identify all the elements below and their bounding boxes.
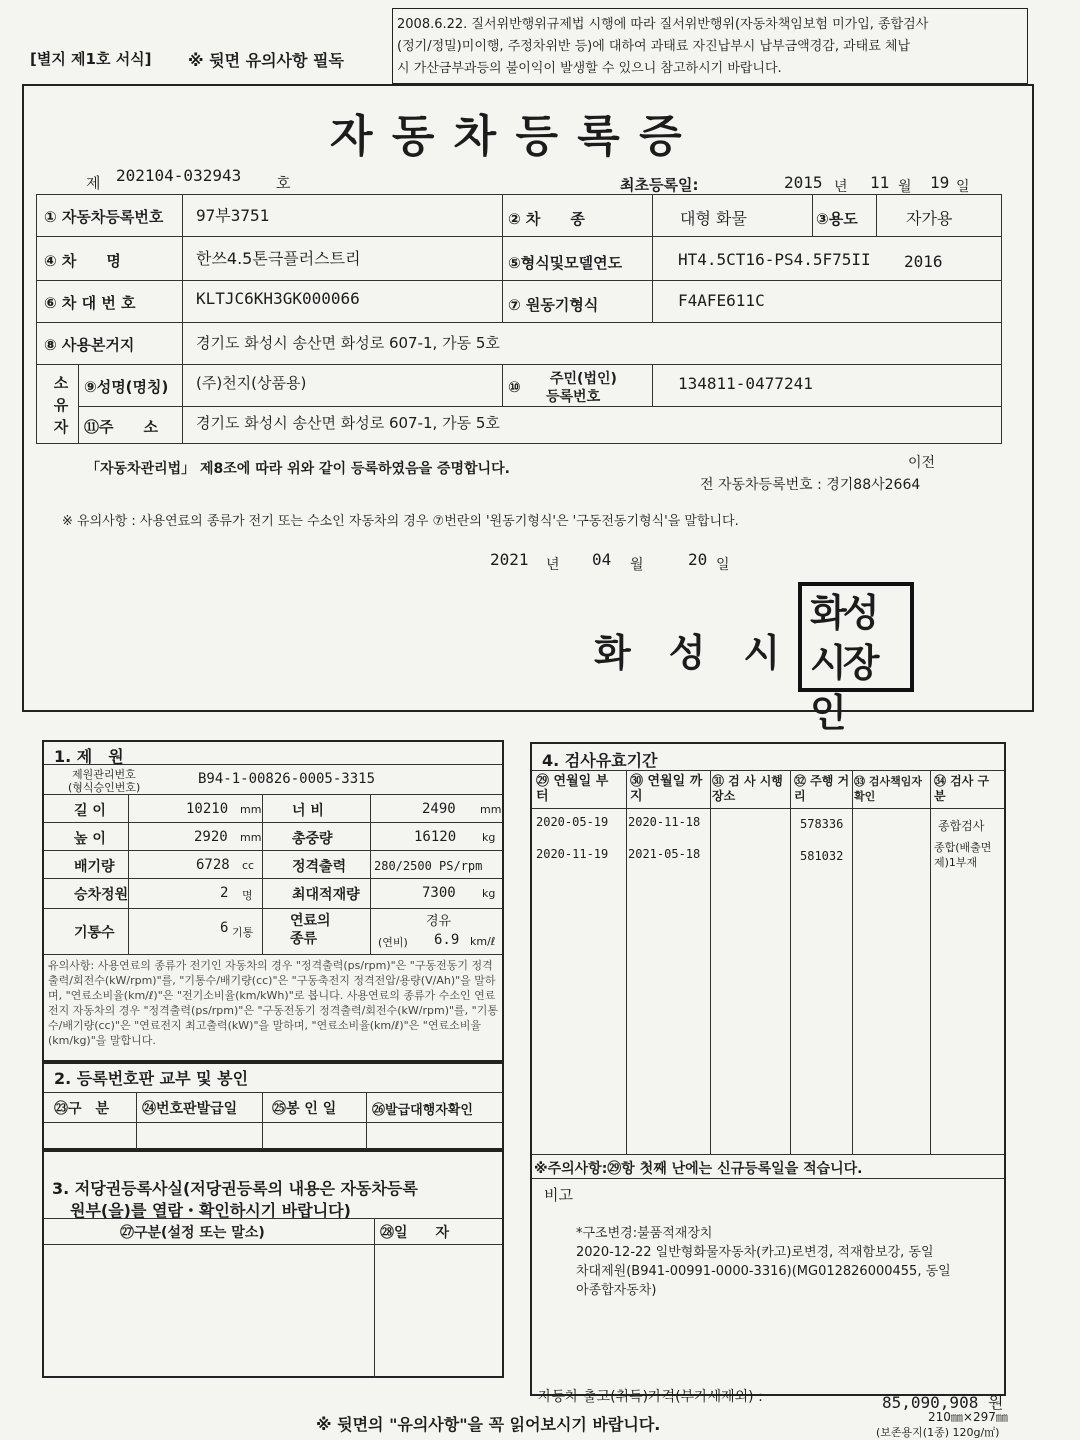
specs-note: 유의사항: 사용연료의 종류가 전기인 자동차의 경우 "정격출력(ps/rpm)"은 "구동전동기 정격 출력/회전수(kW/rpm)"를, "기통수/배기량(cc)"은 "구동축전지 정격전압/용량(V/Ah)"을 말하며, "연료소비율(km/ℓ)"은 "전기소비율(km/kWh)"로 봅니다. 사용연료의 종류가 수소인 연료전지 자동차의 경우 "정격출력(ps/rpm)"은 "구동전동기 정격출력/회전수(kW/rpm)"를, "기통수/배기량(cc)"은 "연료전지 최고출력(kW)"을 말하며, "연료소비율(km/ℓ)"은 "연료소비율(km/kg)"을 말합니다. <box>48 959 498 1047</box>
remarks-label: 비고 <box>544 1186 573 1204</box>
owner-side-label: 소유자 <box>53 374 69 436</box>
issuer-name: 화 성 시 <box>594 630 781 675</box>
plates-title: 2. 등록번호판 교부 및 봉인 <box>54 1069 249 1088</box>
form-note: ※ 뒷면 유의사항 필독 <box>188 51 344 70</box>
length-value: 10210 <box>186 801 229 817</box>
owner-addr-label: ⑪주 소 <box>84 418 158 436</box>
model-label: ⑤형식및모델연도 <box>508 254 623 272</box>
inspection-caution: ※주의사항:㉙항 첫째 난에는 신규등록일을 적습니다. <box>534 1161 863 1177</box>
length-label: 길 이 <box>74 803 106 819</box>
lien-col-date: ㉘일 자 <box>380 1225 450 1241</box>
max-load-label: 최대적재량 <box>292 887 360 903</box>
first-reg-month: 11 <box>870 173 890 192</box>
first-reg-year: 2015 <box>784 173 823 192</box>
gross-weight-unit: kg <box>482 831 496 844</box>
lien-title-1: 3. 저당권등록사실(저당권등록의 내용은 자동차등록 <box>52 1179 418 1198</box>
max-load-value: 7300 <box>422 885 456 901</box>
specs-title: 1. 제 원 <box>54 747 124 766</box>
engine-label: ⑦ 원동기형식 <box>508 296 599 314</box>
lien-title-2: 원부(을)를 열람・확인하시기 바랍니다) <box>70 1201 351 1220</box>
insp-header-place: ㉛ 검 사 시행장소 <box>712 774 783 803</box>
use-label: ③용도 <box>816 210 858 228</box>
owner-addr-value: 경기도 화성시 송산면 화성로 607-1, 가동 5호 <box>196 414 500 432</box>
cert-caution: ※ 유의사항 : 사용연료의 종류가 전기 또는 수소인 자동차의 경우 ⑦번란의 '원동기형식'은 '구동전동기형식'을 말합니다. <box>62 514 739 529</box>
model-value: HT4.5CT16-PS4.5F75II <box>678 250 871 269</box>
displacement-label: 배기량 <box>74 859 115 875</box>
mgmt-label-1: 제원관리번호 <box>72 768 136 781</box>
fuel-type-label: 연료의 종류 <box>290 913 331 947</box>
first-reg-day-unit: 일 <box>956 179 970 195</box>
remark-line: 차대제원(B941-00991-0000-3316)(MG012826000455, 동일 <box>576 1264 951 1279</box>
issue-day-unit: 일 <box>716 557 730 573</box>
issue-day: 20 <box>688 550 708 569</box>
form-label: [별지 제1호 서식] <box>30 50 152 68</box>
owner-name-value: (주)천지(상품용) <box>196 374 307 392</box>
size-note: 210㎜×297㎜ <box>928 1410 1008 1424</box>
notice-line: (정기/정밀)미이행, 주정차위반 등)에 대하여 과태료 자진납부시 납부금액경감, 과태료 체납 <box>397 39 911 54</box>
insp-row-to: 2021-05-18 <box>628 847 701 861</box>
power-value: 280/2500 PS/rpm <box>374 859 483 873</box>
notice-box <box>392 8 1028 84</box>
first-reg-label: 최초등록일: <box>620 176 699 194</box>
issue-year-unit: 년 <box>546 557 560 573</box>
cert-no-suffix: 호 <box>276 174 291 192</box>
owner-name-label: ⑨성명(명칭) <box>84 378 169 396</box>
insp-row-from: 2020-05-19 <box>536 815 609 829</box>
paper-note: (보존용지(1종) 120g/㎡) <box>876 1426 1000 1439</box>
transfer-label: 이전 <box>908 455 936 471</box>
fuel-type-value: 경유 <box>426 914 452 929</box>
width-value: 2490 <box>422 801 456 817</box>
insp-row-from: 2020-11-19 <box>536 847 609 861</box>
vin-value: KLTJC6KH3GK000066 <box>196 289 360 308</box>
official-seal <box>798 582 914 735</box>
notice-line: 2008.6.22. 질서위반행위규제법 시행에 따라 질서위반행위(자동차책임보험 미가입, 종합검사 <box>397 17 929 32</box>
height-value: 2920 <box>194 829 228 845</box>
insp-row-mileage: 581032 <box>800 849 844 863</box>
seats-unit: 명 <box>242 889 253 902</box>
inspection-title: 4. 검사유효기간 <box>542 751 658 770</box>
owner-id-label-1: 주민(법인) <box>550 371 617 387</box>
owner-id-label-2: 등록번호 <box>546 389 601 405</box>
type-value: 대형 화물 <box>680 209 747 228</box>
plates-col-issue-date: ㉔번호판발급일 <box>142 1101 238 1117</box>
max-load-unit: kg <box>482 887 496 900</box>
name-value: 한쓰4.5톤극플러스트리 <box>196 249 361 268</box>
certification-statement: 「자동차관리법」 제8조에 따라 위와 같이 등록하였음을 증명합니다. <box>86 461 510 477</box>
cert-no-value: 202104-032943 <box>116 166 242 185</box>
mgmt-label-2: (형식승인번호) <box>68 781 141 794</box>
price-value: 85,090,908 원 <box>882 1393 1004 1412</box>
insp-row-to: 2020-11-18 <box>628 815 701 829</box>
plates-col-kind: ㉓구 분 <box>54 1101 110 1117</box>
base-label: ⑧ 사용본거지 <box>44 336 135 354</box>
height-unit: mm <box>240 831 262 844</box>
efficiency-value: 6.9 <box>434 932 460 948</box>
cylinders-unit: 기통 <box>232 926 254 939</box>
plates-col-agent: ㉖발급대행자확인 <box>372 1103 473 1118</box>
base-value: 경기도 화성시 송산면 화성로 607-1, 가동 5호 <box>196 334 500 352</box>
bottom-note: ※ 뒷면의 "유의사항"을 꼭 읽어보시기 바랍니다. <box>316 1415 661 1434</box>
seal-text: 화성시장인 <box>810 590 876 735</box>
insp-header-to: ㉚ 연월일 까 지 <box>630 774 703 804</box>
price-label: 자동차 출고(취득)가격(부가세제외) : <box>538 1389 763 1405</box>
insp-row-mileage: 578336 <box>800 817 844 831</box>
remark-line: 아종합자동차) <box>576 1283 657 1298</box>
engine-value: F4AFE611C <box>678 291 765 310</box>
efficiency-unit: km/ℓ <box>470 935 496 948</box>
issue-year: 2021 <box>490 550 529 569</box>
displacement-unit: cc <box>242 859 255 872</box>
notice-line: 시 가산금부과등의 불이익이 발생할 수 있으니 참고하시기 바랍니다. <box>397 61 782 76</box>
insp-header-mileage: ㉜ 주행 거리 <box>794 774 850 803</box>
vin-label: ⑥ 차 대 번 호 <box>44 294 136 312</box>
cert-no-prefix: 제 <box>86 174 101 192</box>
width-unit: mm <box>480 803 502 816</box>
insp-row-kind: 종합검사 <box>938 819 985 833</box>
issue-month: 04 <box>592 550 612 569</box>
first-reg-month-unit: 월 <box>898 179 912 195</box>
displacement-value: 6728 <box>196 857 230 873</box>
cylinders-value: 6 <box>220 920 229 936</box>
owner-id-num: ⑩ <box>508 378 521 396</box>
width-label: 너 비 <box>292 803 324 819</box>
previous-reg-number: 전 자동차등록번호 : 경기88사2664 <box>700 477 921 493</box>
length-unit: mm <box>240 803 262 816</box>
use-value: 자가용 <box>906 209 953 228</box>
efficiency-prefix: (연비) <box>378 936 408 949</box>
reg-no-value: 97부3751 <box>196 206 270 225</box>
issue-month-unit: 월 <box>630 557 644 573</box>
model-year: 2016 <box>904 252 943 271</box>
reg-no-label: ① 자동차등록번호 <box>44 208 164 226</box>
mgmt-value: B94-1-00826-0005-3315 <box>198 771 376 787</box>
insp-row-kind: 종합(배출면제)1부재 <box>934 841 992 869</box>
lien-col-kind: ㉗구분(설정 또는 말소) <box>120 1225 265 1241</box>
name-label: ④ 차 명 <box>44 252 121 270</box>
type-label: ② 차 종 <box>508 210 585 228</box>
gross-weight-value: 16120 <box>414 829 457 845</box>
insp-header-checker: ㉝ 검사책임자 확인 <box>854 775 922 803</box>
remark-line: 2020-12-22 일반형화물자동차(카고)로변경, 적재함보강, 동일 <box>576 1245 934 1260</box>
first-reg-day: 19 <box>930 173 950 192</box>
remark-line: *구조변경:불품적재장치 <box>576 1226 713 1241</box>
first-reg-year-unit: 년 <box>834 179 848 195</box>
plates-col-seal-date: ㉕봉 인 일 <box>272 1101 337 1117</box>
insp-header-kind: ㉞ 검사 구분 <box>934 774 990 803</box>
gross-weight-label: 총중량 <box>292 831 333 847</box>
seats-label: 승차정원 <box>74 887 129 903</box>
certificate-title: 자 동 차 등 록 증 <box>330 111 684 162</box>
seats-value: 2 <box>220 885 229 901</box>
owner-id-value: 134811-0477241 <box>678 374 813 393</box>
height-label: 높 이 <box>74 831 106 847</box>
insp-header-from: ㉙ 연월일 부 터 <box>536 774 609 804</box>
cylinders-label: 기통수 <box>74 925 115 941</box>
power-label: 정격출력 <box>292 859 347 875</box>
